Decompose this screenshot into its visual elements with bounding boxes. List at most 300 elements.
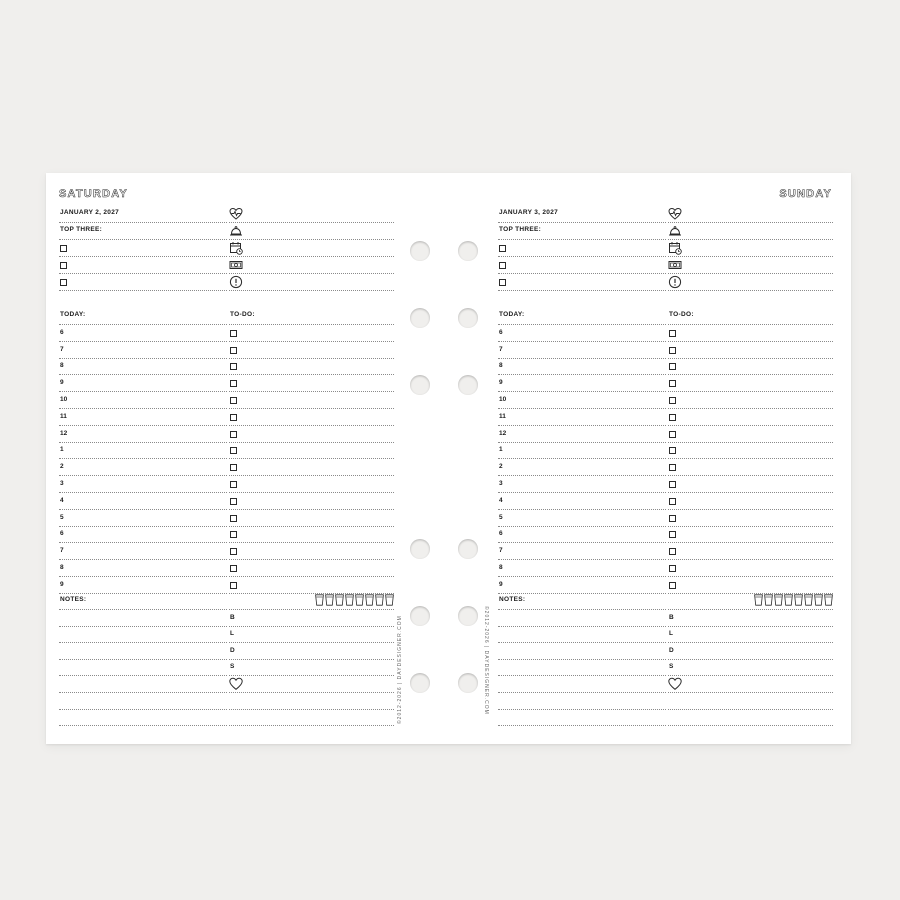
left-line[interactable] — [498, 358, 666, 375]
right-line[interactable] — [229, 392, 394, 409]
todo-checkbox[interactable] — [230, 347, 237, 354]
left-line[interactable] — [59, 426, 227, 443]
planner-row — [498, 593, 833, 610]
priority-checkbox[interactable] — [499, 279, 506, 286]
priority-checkbox[interactable] — [499, 245, 506, 252]
left-line[interactable] — [59, 459, 227, 476]
right-line[interactable] — [668, 206, 833, 223]
todo-checkbox[interactable] — [669, 380, 676, 387]
left-line[interactable] — [59, 308, 227, 325]
planner-row — [46, 593, 381, 610]
todo-checkbox[interactable] — [669, 397, 676, 404]
left-line[interactable] — [498, 610, 666, 627]
left-line[interactable] — [59, 709, 227, 726]
right-line[interactable] — [229, 257, 394, 274]
water-cup-icon[interactable] — [804, 594, 813, 606]
right-line[interactable] — [668, 375, 833, 392]
left-line[interactable] — [498, 510, 666, 527]
binder-hole — [410, 308, 430, 328]
hour-label: 12 — [499, 429, 507, 437]
todo-checkbox[interactable] — [669, 565, 676, 572]
planner-row — [498, 526, 833, 543]
water-tracker — [754, 594, 833, 606]
right-line[interactable] — [229, 274, 394, 291]
planner-row — [498, 493, 833, 510]
left-line[interactable] — [498, 676, 666, 693]
planner-row — [46, 426, 381, 443]
right-line[interactable] — [229, 206, 394, 223]
right-line[interactable] — [229, 577, 394, 594]
planner-row — [498, 375, 833, 392]
right-line[interactable] — [229, 659, 394, 676]
left-line[interactable] — [59, 676, 227, 693]
calendar-clock-icon — [668, 241, 682, 255]
water-cup-icon[interactable] — [385, 594, 394, 606]
right-line[interactable] — [668, 223, 833, 240]
binder-hole — [410, 673, 430, 693]
left-line[interactable] — [498, 476, 666, 493]
water-cup-icon[interactable] — [794, 594, 803, 606]
water-cup-icon[interactable] — [325, 594, 334, 606]
right-line[interactable] — [668, 476, 833, 493]
water-cup-icon[interactable] — [355, 594, 364, 606]
left-line[interactable] — [59, 409, 227, 426]
planner-row — [46, 459, 381, 476]
todo-checkbox[interactable] — [669, 548, 676, 555]
water-cup-icon[interactable] — [375, 594, 384, 606]
todo-checkbox[interactable] — [669, 515, 676, 522]
hour-label: 7 — [499, 345, 503, 353]
left-line[interactable] — [498, 342, 666, 359]
binder-hole — [410, 375, 430, 395]
binder-hole — [458, 539, 478, 559]
left-line[interactable] — [498, 693, 666, 710]
heart-icon — [668, 677, 682, 691]
hour-label: 9 — [499, 580, 503, 588]
right-line[interactable] — [229, 676, 394, 693]
water-cup-icon[interactable] — [335, 594, 344, 606]
meal-label: S — [230, 663, 235, 671]
right-line[interactable] — [229, 643, 394, 660]
right-line[interactable] — [229, 459, 394, 476]
water-cup-icon[interactable] — [784, 594, 793, 606]
planner-row — [498, 392, 833, 409]
todo-checkbox[interactable] — [669, 347, 676, 354]
hour-label: 8 — [499, 564, 503, 571]
left-line[interactable] — [498, 560, 666, 577]
planner-row — [498, 442, 833, 459]
todo-checkbox[interactable] — [669, 498, 676, 505]
right-line[interactable] — [668, 626, 833, 643]
right-line[interactable] — [229, 626, 394, 643]
todo-checkbox[interactable] — [669, 431, 676, 438]
todo-checkbox[interactable] — [230, 414, 237, 421]
food-tray-icon — [668, 224, 682, 238]
water-cup-icon[interactable] — [774, 594, 783, 606]
saturday-page — [46, 173, 396, 744]
planner-row — [46, 325, 381, 342]
hour-label: 3 — [60, 480, 64, 487]
right-line[interactable] — [229, 358, 394, 375]
planner-row — [498, 510, 833, 527]
water-tracker — [315, 594, 394, 606]
hour-label: 7 — [499, 547, 503, 555]
todo-checkbox[interactable] — [230, 464, 237, 471]
right-line[interactable] — [668, 659, 833, 676]
money-icon — [229, 258, 243, 272]
binder-hole — [410, 539, 430, 559]
planner-row — [46, 342, 381, 359]
planner-row — [498, 476, 833, 493]
planner-row — [46, 643, 381, 660]
binder-hole — [410, 241, 430, 261]
left-line[interactable] — [59, 375, 227, 392]
priority-checkbox[interactable] — [60, 279, 67, 286]
left-line[interactable] — [498, 709, 666, 726]
left-line[interactable] — [59, 476, 227, 493]
meal-label: B — [230, 613, 235, 621]
right-line[interactable] — [668, 693, 833, 710]
right-line[interactable] — [229, 223, 394, 240]
water-cup-icon[interactable] — [754, 594, 763, 606]
left-line[interactable] — [498, 626, 666, 643]
planner-row — [498, 577, 833, 594]
planner-row — [498, 560, 833, 577]
left-line[interactable] — [59, 593, 227, 610]
left-line[interactable] — [59, 626, 227, 643]
hour-label: 9 — [60, 580, 64, 588]
right-line[interactable] — [668, 358, 833, 375]
priority-checkbox[interactable] — [60, 245, 67, 252]
today-label: TODAY: — [60, 311, 86, 318]
right-line[interactable] — [229, 510, 394, 527]
hour-label: 2 — [499, 463, 503, 471]
right-line[interactable] — [668, 442, 833, 459]
hour-label: 8 — [60, 362, 64, 370]
alert-icon — [668, 275, 682, 289]
left-line[interactable] — [59, 274, 227, 291]
todo-checkbox[interactable] — [230, 481, 237, 488]
meal-label: S — [669, 663, 674, 671]
left-line[interactable] — [498, 392, 666, 409]
planner-row — [498, 240, 833, 257]
left-line[interactable] — [59, 643, 227, 660]
todo-checkbox[interactable] — [230, 582, 237, 589]
left-line[interactable] — [59, 342, 227, 359]
money-icon — [668, 258, 682, 272]
todo-checkbox[interactable] — [230, 363, 237, 370]
todo-checkbox[interactable] — [669, 582, 676, 589]
left-line[interactable] — [498, 206, 666, 223]
right-line[interactable] — [668, 593, 833, 610]
alert-icon — [229, 275, 243, 289]
left-line[interactable] — [59, 510, 227, 527]
hour-label: 7 — [60, 345, 64, 353]
right-line[interactable] — [668, 459, 833, 476]
left-line[interactable] — [498, 577, 666, 594]
hour-label: 3 — [499, 480, 503, 487]
planner-row — [498, 659, 833, 676]
left-line[interactable] — [59, 358, 227, 375]
water-cup-icon[interactable] — [345, 594, 354, 606]
left-line[interactable] — [59, 543, 227, 560]
planner-row — [498, 325, 833, 342]
water-cup-icon[interactable] — [824, 594, 833, 606]
left-line[interactable] — [498, 593, 666, 610]
planner-row — [46, 626, 381, 643]
planner-row — [46, 257, 381, 274]
todo-checkbox[interactable] — [230, 548, 237, 555]
priority-checkbox[interactable] — [499, 262, 506, 269]
binder-hole — [458, 308, 478, 328]
right-line[interactable] — [668, 709, 833, 726]
left-line[interactable] — [498, 459, 666, 476]
planner-row — [46, 274, 381, 291]
meal-label: D — [230, 646, 235, 654]
planner-row — [46, 308, 381, 325]
planner-row — [46, 409, 381, 426]
todo-checkbox[interactable] — [230, 531, 237, 538]
left-line[interactable] — [59, 223, 227, 240]
hour-label: 4 — [499, 496, 503, 504]
right-line[interactable] — [229, 442, 394, 459]
right-line[interactable] — [668, 257, 833, 274]
hour-label: 6 — [60, 530, 64, 538]
left-line[interactable] — [498, 375, 666, 392]
todo-checkbox[interactable] — [230, 565, 237, 572]
planner-row — [498, 426, 833, 443]
right-line[interactable] — [229, 308, 394, 325]
hour-label: 6 — [499, 530, 503, 538]
planner-row — [498, 676, 833, 693]
planner-row — [498, 206, 833, 223]
todo-checkbox[interactable] — [669, 481, 676, 488]
right-line[interactable] — [668, 392, 833, 409]
hour-label: 4 — [60, 496, 64, 504]
todo-checkbox[interactable] — [230, 447, 237, 454]
heart-rate-icon — [668, 207, 682, 221]
right-line[interactable] — [229, 476, 394, 493]
planner-row — [46, 223, 381, 240]
right-line[interactable] — [229, 342, 394, 359]
left-line[interactable] — [498, 240, 666, 257]
planner-row — [46, 493, 381, 510]
hour-label: 9 — [60, 379, 64, 387]
right-line[interactable] — [229, 610, 394, 627]
right-line[interactable] — [229, 593, 394, 610]
planner-row — [498, 358, 833, 375]
day-name: SATURDAY — [59, 188, 128, 200]
right-line[interactable] — [229, 409, 394, 426]
hour-label: 8 — [499, 362, 503, 370]
todo-checkbox[interactable] — [669, 414, 676, 421]
left-line[interactable] — [59, 493, 227, 510]
right-line[interactable] — [229, 375, 394, 392]
right-line[interactable] — [668, 643, 833, 660]
planner-row — [498, 543, 833, 560]
heart-rate-icon — [229, 207, 243, 221]
left-line[interactable] — [498, 442, 666, 459]
planner-row — [46, 375, 381, 392]
meal-label: L — [230, 630, 234, 638]
left-line[interactable] — [59, 206, 227, 223]
water-cup-icon[interactable] — [814, 594, 823, 606]
right-line[interactable] — [668, 577, 833, 594]
right-line[interactable] — [668, 240, 833, 257]
right-line[interactable] — [668, 325, 833, 342]
right-line[interactable] — [668, 543, 833, 560]
planner-row — [46, 442, 381, 459]
todo-checkbox[interactable] — [230, 397, 237, 404]
right-line[interactable] — [668, 409, 833, 426]
meal-label: L — [669, 630, 673, 638]
left-line[interactable] — [498, 325, 666, 342]
planner-row — [498, 459, 833, 476]
hour-label: 2 — [60, 463, 64, 471]
planner-row — [46, 476, 381, 493]
water-cup-icon[interactable] — [764, 594, 773, 606]
right-line[interactable] — [229, 709, 394, 726]
planner-row — [498, 308, 833, 325]
binder-hole — [458, 606, 478, 626]
left-line[interactable] — [498, 659, 666, 676]
planner-sheet — [46, 173, 851, 744]
left-line[interactable] — [59, 577, 227, 594]
left-line[interactable] — [59, 526, 227, 543]
left-line[interactable] — [498, 274, 666, 291]
right-line[interactable] — [668, 308, 833, 325]
left-line[interactable] — [498, 426, 666, 443]
hour-label: 6 — [499, 328, 503, 336]
planner-row — [46, 560, 381, 577]
binder-hole — [458, 673, 478, 693]
todo-checkbox[interactable] — [669, 447, 676, 454]
notes-label: NOTES: — [499, 596, 526, 603]
planner-row — [46, 358, 381, 375]
heart-icon — [229, 677, 243, 691]
todo-checkbox[interactable] — [230, 498, 237, 505]
right-line[interactable] — [668, 342, 833, 359]
planner-row — [46, 240, 381, 257]
day-name: SUNDAY — [779, 188, 832, 200]
right-line[interactable] — [668, 676, 833, 693]
right-line[interactable] — [229, 493, 394, 510]
right-line[interactable] — [229, 693, 394, 710]
left-line[interactable] — [59, 560, 227, 577]
right-line[interactable] — [668, 560, 833, 577]
planner-row — [498, 342, 833, 359]
right-line[interactable] — [668, 610, 833, 627]
planner-row — [498, 693, 833, 710]
hour-label: 1 — [499, 446, 503, 454]
today-label: TODAY: — [499, 311, 525, 318]
left-line[interactable] — [498, 543, 666, 560]
right-line[interactable] — [668, 426, 833, 443]
hour-label: 1 — [60, 446, 64, 454]
top-three-label: TOP THREE: — [499, 226, 542, 233]
hour-label: 9 — [499, 379, 503, 387]
right-line[interactable] — [229, 426, 394, 443]
left-line[interactable] — [498, 308, 666, 325]
hour-label: 5 — [499, 513, 503, 521]
sunday-page — [484, 173, 851, 744]
meal-label: D — [669, 646, 674, 654]
left-line[interactable] — [498, 409, 666, 426]
copyright-right: ©2012-2026 | DAYDESIGNER.COM — [483, 606, 489, 715]
hour-label: 11 — [499, 412, 506, 420]
binder-hole — [458, 241, 478, 261]
todo-checkbox[interactable] — [669, 464, 676, 471]
todo-checkbox[interactable] — [669, 330, 676, 337]
right-line[interactable] — [668, 526, 833, 543]
water-cup-icon[interactable] — [365, 594, 374, 606]
todo-checkbox[interactable] — [230, 431, 237, 438]
todo-checkbox[interactable] — [230, 330, 237, 337]
left-line[interactable] — [59, 325, 227, 342]
planner-row — [46, 693, 381, 710]
hour-label: 5 — [60, 513, 64, 521]
left-line[interactable] — [498, 223, 666, 240]
left-line[interactable] — [59, 257, 227, 274]
water-cup-icon[interactable] — [315, 594, 324, 606]
right-line[interactable] — [668, 493, 833, 510]
planner-row — [46, 392, 381, 409]
right-line[interactable] — [668, 510, 833, 527]
todo-checkbox[interactable] — [669, 531, 676, 538]
left-line[interactable] — [59, 442, 227, 459]
left-line[interactable] — [59, 693, 227, 710]
left-line[interactable] — [59, 240, 227, 257]
planner-row — [498, 257, 833, 274]
left-line[interactable] — [498, 257, 666, 274]
left-line[interactable] — [498, 526, 666, 543]
top-three-label: TOP THREE: — [60, 226, 103, 233]
todo-checkbox[interactable] — [230, 380, 237, 387]
planner-row — [46, 577, 381, 594]
planner-row — [498, 643, 833, 660]
right-line[interactable] — [229, 325, 394, 342]
right-line[interactable] — [229, 526, 394, 543]
left-line[interactable] — [59, 392, 227, 409]
planner-row — [46, 543, 381, 560]
hour-label: 10 — [60, 396, 68, 403]
hour-label: 12 — [60, 429, 68, 437]
priority-checkbox[interactable] — [60, 262, 67, 269]
right-line[interactable] — [668, 274, 833, 291]
left-line[interactable] — [59, 659, 227, 676]
date-label: JANUARY 2, 2027 — [60, 209, 120, 216]
planner-row — [498, 409, 833, 426]
todo-label: TO-DO: — [669, 311, 694, 318]
planner-row — [46, 526, 381, 543]
binder-hole — [458, 375, 478, 395]
left-line[interactable] — [59, 610, 227, 627]
hour-label: 10 — [499, 396, 507, 403]
meal-label: B — [669, 613, 674, 621]
planner-row — [498, 274, 833, 291]
food-tray-icon — [229, 224, 243, 238]
left-line[interactable] — [498, 643, 666, 660]
right-line[interactable] — [229, 543, 394, 560]
todo-checkbox[interactable] — [669, 363, 676, 370]
right-line[interactable] — [229, 560, 394, 577]
binder-hole — [410, 606, 430, 626]
left-line[interactable] — [498, 493, 666, 510]
right-line[interactable] — [229, 240, 394, 257]
todo-checkbox[interactable] — [230, 515, 237, 522]
planner-row — [498, 626, 833, 643]
planner-row — [498, 610, 833, 627]
